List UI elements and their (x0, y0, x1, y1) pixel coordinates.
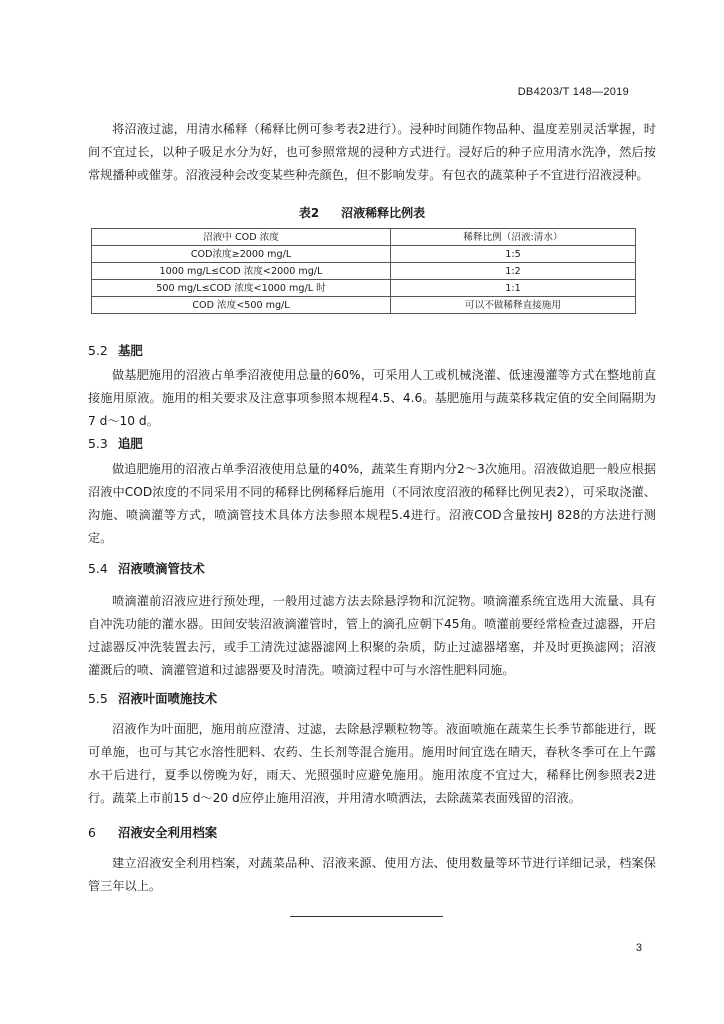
dilution-table (91, 228, 636, 314)
page-number: 3 (635, 942, 642, 954)
table-row (92, 246, 636, 263)
section-heading-5-4 (88, 559, 205, 577)
table-cell: 1:5 (391, 246, 636, 263)
table-header-row (92, 229, 636, 246)
table-cell: 1000 mg/L≤COD 浓度<2000 mg/L (92, 263, 391, 280)
section-number: 5.4 (88, 561, 108, 576)
table-cell: COD浓度≥2000 mg/L (92, 246, 391, 263)
table-header-cell: 稀释比例（沼液:清水） (391, 229, 636, 246)
section-number: 5.5 (88, 691, 108, 706)
section-5-3-body: 做追肥施用的沼液占单季沼液使用总量的40%，蔬菜生育期内分2～3次施用。沼液做追肥一般应根据沼液中COD浓度的不同采用不同的稀释比例稀释后施用（不同浓度沼液的稀释比例见表2），可采取浇灌、沟施、喷滴灌等方式，喷滴管技术具体方法参照本规程5.4进行。沼液COD含量按HJ 828的方法进行测定。 (88, 462, 656, 545)
table-cell: 可以不做稀释直接施用 (391, 297, 636, 314)
section-6-body: 建立沼液安全利用档案，对蔬菜品种、沼液来源、使用方法、使用数量等环节进行详细记录，档案保管三年以上。 (88, 856, 656, 893)
table-cell: 1:2 (391, 263, 636, 280)
section-5-5-body: 沼液作为叶面肥，施用前应澄清、过滤，去除悬浮颗粒物等。液面喷施在蔬菜生长季节都能进行，既可单施，也可与其它水溶性肥料、农药、生长剂等混合施用。施用时间宜选在晴天，春秋冬季可在上午露水干后进行，夏季以傍晚为好，雨天、光照强时应避免施用。施用浓度不宜过大，稀释比例参照表2进行。蔬菜上市前15 d～20 d应停止施用沼液，并用清水喷洒法，去除蔬菜表面残留的沼液。 (88, 722, 656, 805)
section-number: 5.3 (88, 436, 108, 451)
section-number: 6 (88, 825, 96, 840)
document-code: DB4203/T 148—2019 (517, 86, 629, 98)
dilution-paragraph: 将沼液过滤，用清水稀释（稀释比例可参考表2进行）。浸种时间随作物品种、温度差别灵活掌握，时间不宜过长，以种子吸足水分为好，也可参照常规的浸种方式进行。浸好后的种子应用清水洗净，然后按常规播种或催芽。沼液浸种会改变某些种壳颜色，但不影响发芽。有包衣的蔬菜种子不宜进行沼液浸种。 (88, 122, 656, 182)
section-5-4-body: 喷滴灌前沼液应进行预处理，一般用过滤方法去除悬浮物和沉淀物。喷滴灌系统宜选用大流量、具有自冲洗功能的灌水器。田间安装沼液滴灌管时，管上的滴孔应朝下45角。喷灌前要经常检查过滤器，开启过滤器反冲洗装置去污，或手工清洗过滤器滤网上积聚的杂质，防止过滤器堵塞，并及时更换滤网；沼液灌溉后的喷、滴灌管道和过滤器要及时清洗。喷滴过程中可与水溶性肥料同施。 (88, 594, 656, 677)
table-caption-number: 表2 (298, 206, 320, 220)
section-5-2-body: 做基肥施用的沼液占单季沼液使用总量的60%，可采用人工或机械浇灌、低速漫灌等方式在整地前直接施用原液。施用的相关要求及注意事项参照本规程4.5、4.6。基肥施用与蔬菜移栽定值的安全间隔期为7 d～10 d。 (88, 368, 656, 428)
table-caption-title: 沼液稀释比例表 (341, 206, 426, 220)
end-rule (290, 916, 443, 917)
section-number: 5.2 (88, 343, 108, 358)
table-cell: COD 浓度<500 mg/L (92, 297, 391, 314)
table-caption (0, 204, 724, 221)
section-heading-5-5 (88, 689, 217, 707)
table-row (92, 263, 636, 280)
section-title: 沼液喷滴管技术 (118, 561, 205, 576)
section-heading-5-3 (88, 434, 143, 452)
section-title: 基肥 (118, 343, 143, 358)
section-heading-6 (88, 823, 217, 841)
section-title: 追肥 (118, 436, 143, 451)
table-cell: 500 mg/L≤COD 浓度<1000 mg/L 时 (92, 280, 391, 297)
section-title: 沼液安全利用档案 (118, 825, 218, 840)
table-cell: 1:1 (391, 280, 636, 297)
section-title: 沼液叶面喷施技术 (118, 691, 218, 706)
section-heading-5-2 (88, 341, 143, 359)
table-row (92, 297, 636, 314)
table-header-cell: 沼液中 COD 浓度 (92, 229, 391, 246)
table-row (92, 280, 636, 297)
